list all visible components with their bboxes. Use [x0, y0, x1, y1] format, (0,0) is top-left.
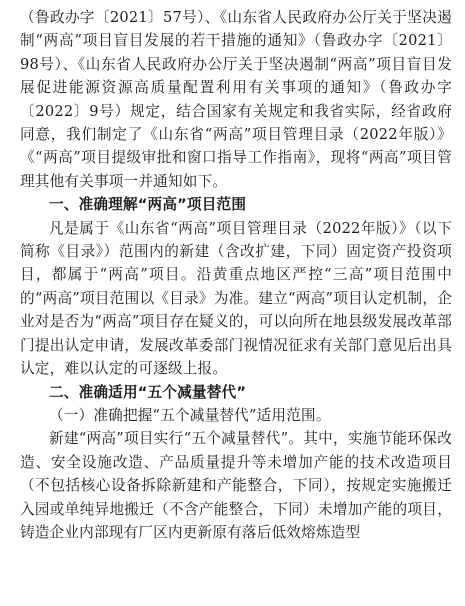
intro-paragraph: （鲁政办字〔2021〕57号）、《山东省人民政府办公厅关于坚决遏制“两高”项目盲目发展的若干措施的通知》（鲁政办字〔2021〕98号）、《山东省人民政府办公厅关于坚决遏制“两高”项目盲目发展促进能源资源高质量配置利用有关事项的通知》（鲁政办字〔2022〕9号）规定，结合国家有关规定和我省实际，经省政府同意，我们制定了《山东省“两高”项目管理目录（2022年版）》《“两高”项目提级审批和窗口指导工作指南》，现将“两高”项目管理其他有关事项一并通知如下。	[20, 9, 452, 190]
section-2-heading: 二、准确适用“五个减量替代”	[49, 383, 247, 401]
section-2-sub-heading: （一）准确把握“五个减量替代”适用范围。	[49, 406, 331, 424]
section-1-heading: 一、准确理解“两高”项目范围	[49, 196, 247, 214]
section-2-body: 新建“两高”项目实行“五个减量替代”。其中，实施节能环保改造、安全设施改造、产品质量提升等未增加产能的技术改造项目（不包括核心设备拆除新建和产能整合，下同），按规定实施搬迁入园或单纯异地搬迁（不含产能整合，下同）未增加产能的项目，铸造企业内部现有厂区内更新原有落后低效熔炼造型	[20, 430, 452, 541]
section-1-body: 凡是属于《山东省“两高”项目管理目录（2022年版）》（以下简称《目录》）范围内的新建（含改扩建，下同）固定资产投资项目，都属于“两高”项目。沿黄重点地区严控“三高”项目范围中的“两高”项目范围以《目录》为准。建立“两高”项目认定机制，企业对是否为“两高”项目存在疑义的，可以向所在地县级发展改革部门提出认定申请，发展改革委部门视情况征求有关部门意见后出具认定，难以认定的可逐级上报。	[20, 219, 452, 378]
